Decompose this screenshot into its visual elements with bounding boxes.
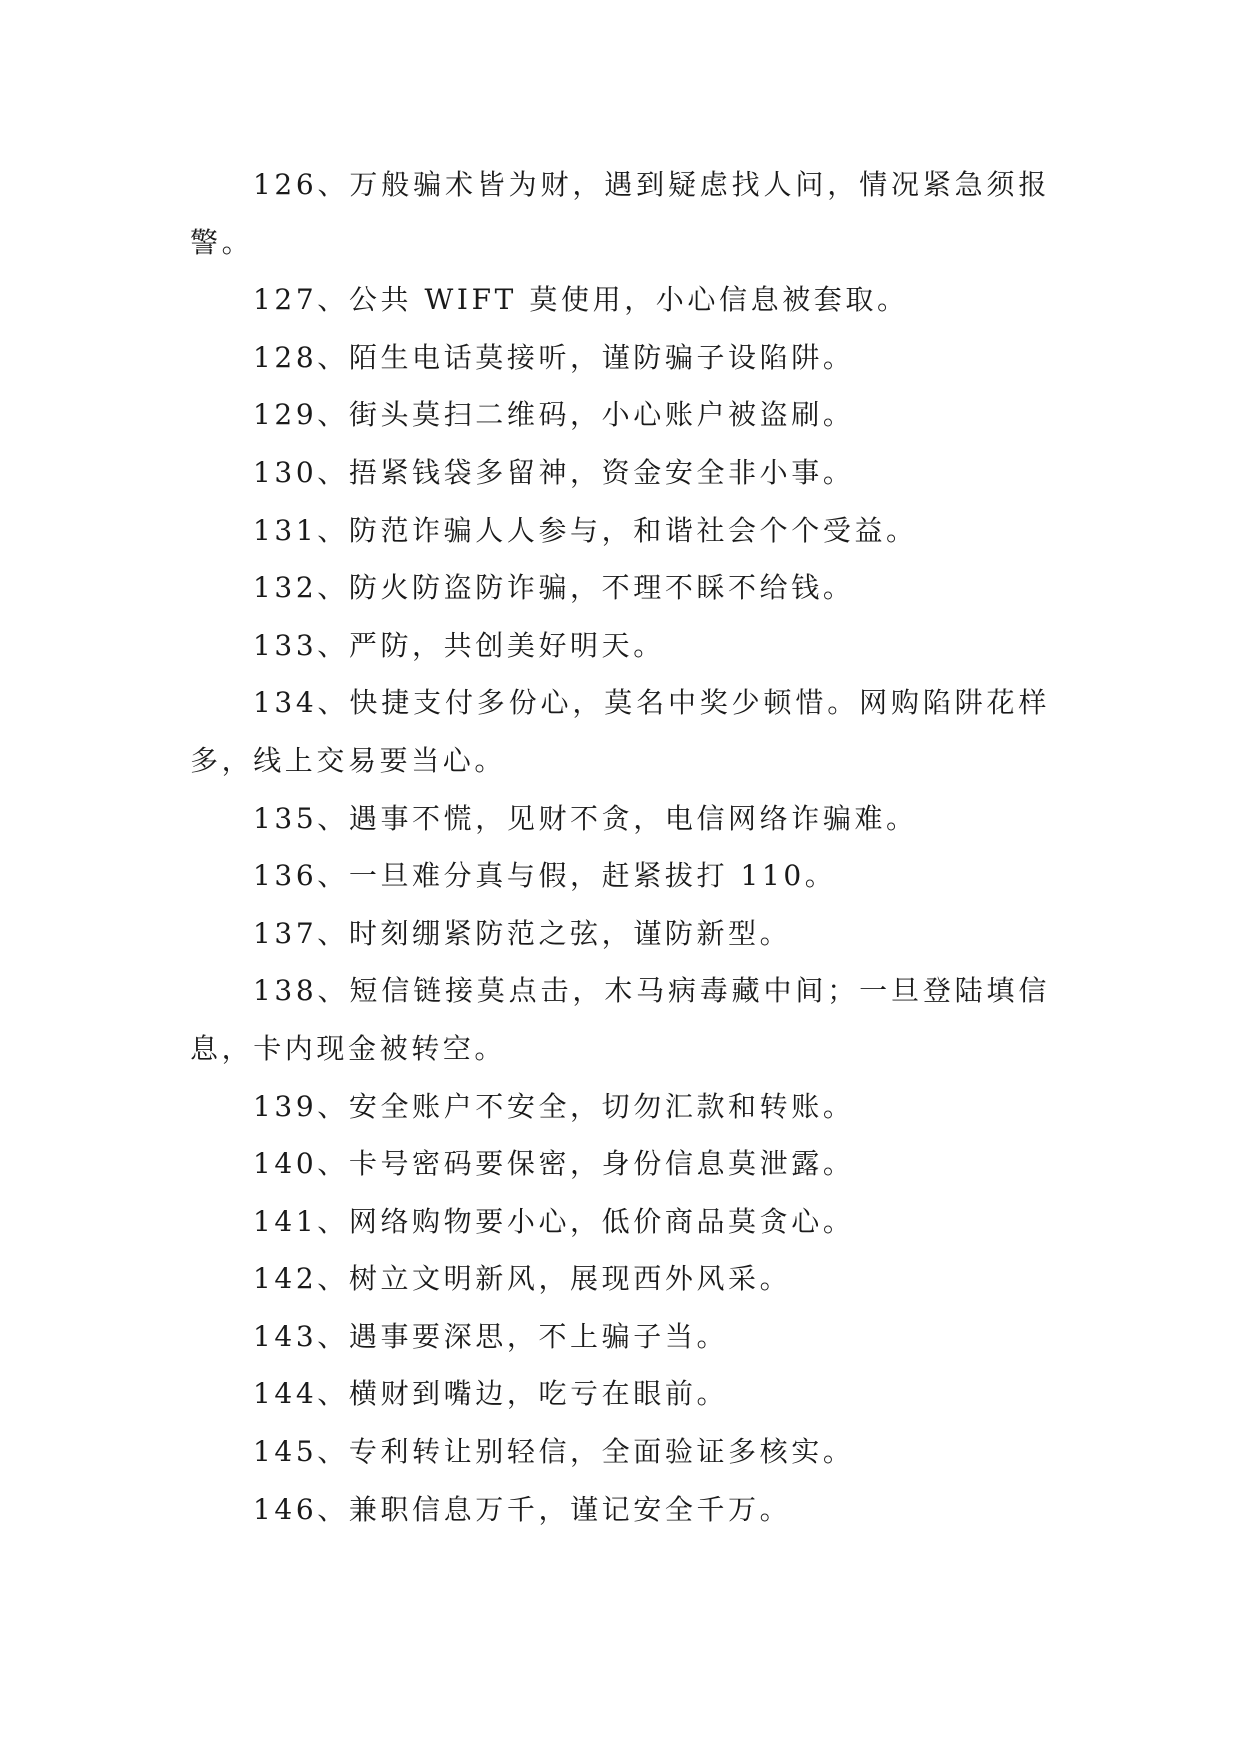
list-item: 136、一旦难分真与假，赶紧拔打 110。 <box>253 859 837 893</box>
list-item: 126、万般骗术皆为财，遇到疑虑找人问，情况紧急须报警。 <box>190 168 1050 259</box>
list-item: 130、捂紧钱袋多留神，资金安全非小事。 <box>253 455 855 489</box>
list-item: 142、树立文明新风，展现西外风采。 <box>253 1262 792 1296</box>
list-item: 145、专利转让别轻信，全面验证多核实。 <box>253 1435 855 1469</box>
list-item: 141、网络购物要小心，低价商品莫贪心。 <box>253 1204 855 1238</box>
list-item: 129、街头莫扫二维码，小心账户被盗刷。 <box>253 398 855 432</box>
slogan-list <box>190 156 1050 1538</box>
list-item: 134、快捷支付多份心，莫名中奖少顿惜。网购陷阱花样多，线上交易要当心。 <box>190 686 1050 777</box>
list-item: 128、陌生电话莫接听，谨防骗子设陷阱。 <box>253 340 855 374</box>
list-item: 137、时刻绷紧防范之弦，谨防新型。 <box>253 916 792 950</box>
list-item: 143、遇事要深思，不上骗子当。 <box>253 1319 729 1353</box>
list-item: 144、横财到嘴边，吃亏在眼前。 <box>253 1377 729 1411</box>
list-item: 132、防火防盗防诈骗，不理不睬不给钱。 <box>253 571 855 605</box>
list-item: 139、安全账户不安全，切勿汇款和转账。 <box>253 1089 855 1123</box>
list-item: 135、遇事不慌，见财不贪，电信网络诈骗难。 <box>253 801 918 835</box>
list-item: 138、短信链接莫点击，木马病毒藏中间；一旦登陆填信息，卡内现金被转空。 <box>190 974 1050 1065</box>
list-item: 146、兼职信息万千，谨记安全千万。 <box>253 1492 792 1526</box>
list-item: 131、防范诈骗人人参与，和谐社会个个受益。 <box>253 513 918 547</box>
list-item: 133、严防，共创美好明天。 <box>253 628 665 662</box>
list-item: 140、卡号密码要保密，身份信息莫泄露。 <box>253 1147 855 1181</box>
list-item: 127、公共 WIFT 莫使用，小心信息被套取。 <box>253 283 909 317</box>
